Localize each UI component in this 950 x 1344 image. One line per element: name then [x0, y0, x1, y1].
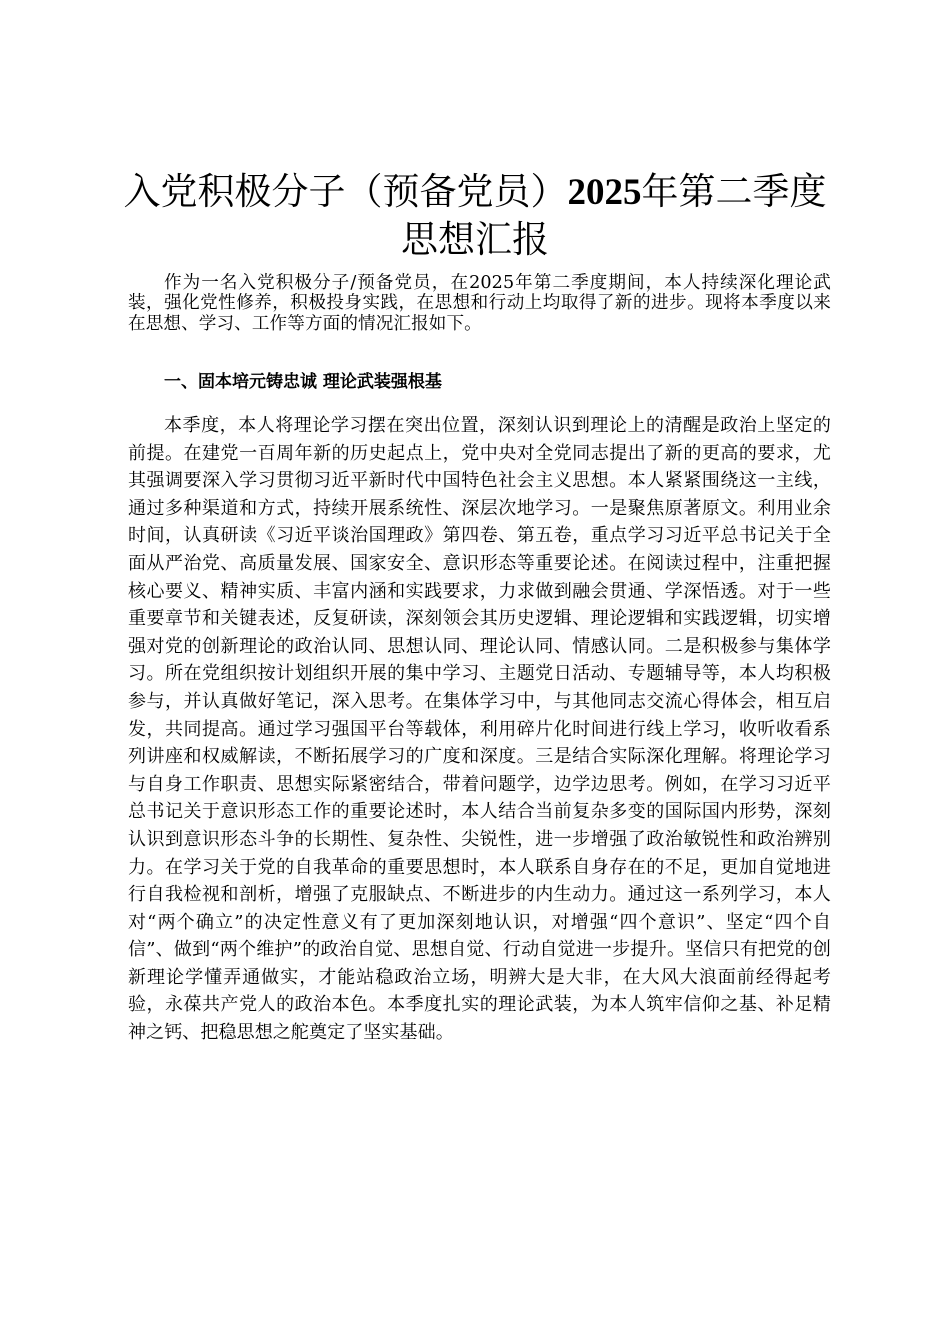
- document-title-line-2: 思想汇报: [401, 218, 549, 261]
- title-prefix: 入党积极分子（预备党员）: [123, 170, 568, 213]
- intro-paragraph: 作为一名入党积极分子/预备党员，在2025年第二季度期间，本人持续深化理论武装，强化党性修养，积极投身实践，在思想和行动上均取得了新的进步。现将本季度以来在思想、学习、工作等方面的情况汇报如下。: [128, 273, 831, 334]
- section-1-body: 本季度，本人将理论学习摆在突出位置，深刻认识到理论上的清醒是政治上坚定的前提。在建党一百周年新的历史起点上，党中央对全党同志提出了新的更高的要求，尤其强调要深入学习贯彻习近平新时代中国特色社会主义思想。本人紧紧围绕这一主线，通过多种渠道和方式，持续开展系统性、深层次地学习。一是聚焦原著原文。利用业余时间，认真研读《习近平谈治国理政》第四卷、第五卷，重点学习习近平总书记关于全面从严治党、高质量发展、国家安全、意识形态等重要论述。在阅读过程中，注重把握核心要义、精神实质、丰富内涵和实践要求，力求做到融会贯通、学深悟透。对于一些重要章节和关键表述，反复研读，深刻领会其历史逻辑、理论逻辑和实践逻辑，切实增强对党的创新理论的政治认同、思想认同、理论认同、情感认同。二是积极参与集体学习。所在党组织按计划组织开展的集中学习、主题党日活动、专题辅导等，本人均积极参与，并认真做好笔记，深入思考。在集体学习中，与其他同志交流心得体会，相互启发，共同提高。通过学习强国平台等载体，利用碎片化时间进行线上学习，收听收看系列讲座和权威解读，不断拓展学习的广度和深度。三是结合实际深化理解。将理论学习与自身工作职责、思想实际紧密结合，带着问题学，边学边思考。例如，在学习习近平总书记关于意识形态工作的重要论述时，本人结合当前复杂多变的国际国内形势，深刻认识到意识形态斗争的长期性、复杂性、尖锐性，进一步增强了政治敏锐性和政治辨别力。在学习关于党的自我革命的重要思想时，本人联系自身存在的不足，更加自觉地进行自我检视和剖析，增强了克服缺点、不断进步的内生动力。通过这一系列学习，本人对“两个确立”的决定性意义有了更加深刻地认识，对增强“四个意识”、坚定“四个自信”、做到“两个维护”的政治自觉、思想自觉、行动自觉进一步提升。坚信只有把党的创新理论学懂弄通做实，才能站稳政治立场，明辨大是大非，在大风大浪面前经得起考验，永葆共产党人的政治本色。本季度扎实的理论武装，为本人筑牢信仰之基、补足精神之钙、把稳思想之舵奠定了坚实基础。: [128, 415, 831, 1044]
- document-title-line-1: [110, 167, 840, 218]
- title-year: 2025: [567, 172, 642, 213]
- title-suffix: 年第二季度: [641, 170, 827, 213]
- section-1-heading: 一、固本培元铸忠诚 理论武装强根基: [164, 372, 442, 392]
